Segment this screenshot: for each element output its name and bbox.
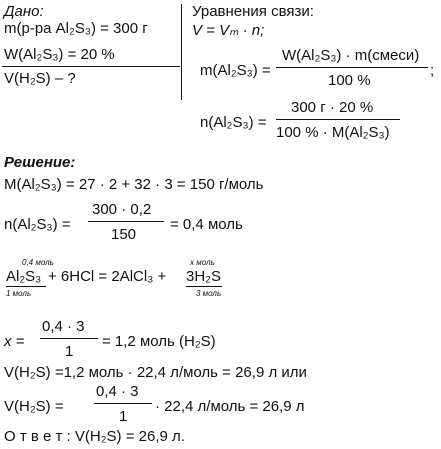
relation-volume: V = Vₘ · n;	[192, 22, 265, 39]
given-mass-solution: m(р-ра Al₂S₃) = 300 г	[4, 20, 148, 37]
relation-moles-lhs: n(Al₂S₃) =	[200, 114, 267, 131]
solution-moles-result: = 0,4 моль	[170, 216, 243, 233]
solution-moles-numerator: 300 · 0,2	[92, 201, 152, 218]
given-divider	[2, 66, 180, 67]
relation-moles-fraction-bar	[276, 119, 400, 120]
given-heading: Дано:	[4, 3, 44, 20]
reaction-underline-left	[6, 286, 46, 287]
relation-mass-denominator: 100 %	[328, 72, 371, 89]
given-mass-fraction: W(Al₂S₃) = 20 %	[4, 46, 115, 63]
relation-mass-lhs: m(Al₂S₃) =	[200, 62, 271, 79]
reaction-above-right: x моль	[190, 258, 215, 267]
reaction-al2s3: Al₂S₃	[6, 268, 42, 285]
relation-mass-fraction-bar	[276, 67, 428, 68]
solution-moles-fraction-bar	[88, 221, 164, 222]
reaction-rest: + 6HCl = 2AlCl₃ +	[48, 268, 167, 285]
reaction-below-left: 1 моль	[6, 289, 32, 298]
reaction-above-left: 0,4 моль	[22, 258, 54, 267]
solution-x-numerator: 0,4 · 3	[42, 318, 85, 335]
given-unknown: V(H₂S) – ?	[4, 70, 76, 87]
reaction-underline-right	[186, 286, 222, 287]
solution-volume2-fraction-bar	[94, 403, 152, 404]
solution-moles-denominator: 150	[111, 226, 137, 243]
relation-mass-semicolon: ;	[430, 62, 435, 79]
relation-moles-numerator: 300 г · 20 %	[291, 99, 374, 116]
solution-x-fraction-bar	[40, 338, 98, 339]
solution-molar-mass: M(Al₂S₃) = 27 · 2 + 32 · 3 = 150 г/моль	[4, 176, 264, 193]
answer-line: О т в е т : V(H₂S) = 26,9 л.	[4, 428, 185, 445]
relation-mass-numerator: W(Al₂S₃) · m(смеси)	[282, 47, 420, 64]
solution-heading: Решение:	[4, 154, 76, 171]
reaction-h2s: 3H₂S	[186, 268, 222, 285]
reaction-below-right: 3 моль	[196, 289, 222, 298]
solution-x-lhs: x =	[4, 333, 25, 350]
solution-x-denominator: 1	[65, 343, 74, 360]
solution-volume2-numerator: 0,4 · 3	[96, 383, 139, 400]
relation-moles-denominator: 100 % · M(Al₂S₃)	[276, 124, 390, 141]
solution-volume-line: V(H₂S) =1,2 моль · 22,4 л/моль = 26,9 л или	[4, 364, 307, 381]
given-vertical-rule	[181, 4, 182, 100]
solution-volume2-result: · 22,4 л/моль = 26,9 л	[155, 398, 305, 415]
solution-volume2-denominator: 1	[119, 408, 128, 425]
solution-x-result: = 1,2 моль (H₂S)	[102, 333, 216, 350]
solution-moles-lhs: n(Al₂S₃) =	[4, 216, 71, 233]
solution-volume2-lhs: V(H₂S) =	[4, 398, 64, 415]
relations-heading: Уравнения связи:	[192, 3, 314, 20]
